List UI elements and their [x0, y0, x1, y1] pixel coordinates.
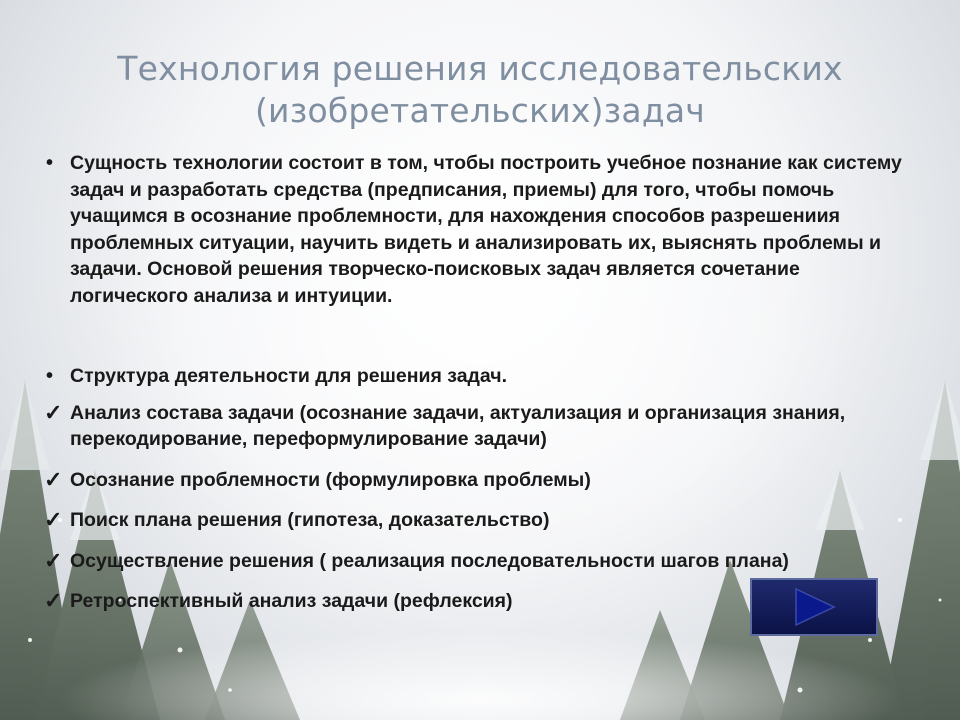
step-text: Ретроспективный анализ задачи (рефлексия) [70, 590, 513, 612]
step-text: Осуществление решения ( реализация последовательности шагов плана) [70, 549, 789, 572]
bullet-text: Структура деятельности для решения задач. [70, 365, 508, 387]
step-text: Анализ состава задачи (осознание задачи, актуализация и организация знания, перекодирование, переформулирование задачи) [70, 401, 846, 450]
bullet-item-essence [44, 150, 904, 309]
check-icon: ✓ [44, 466, 63, 492]
check-icon: ✓ [44, 507, 63, 532]
step-item-plan [44, 507, 904, 534]
step-text: Поиск плана решения (гипотеза, доказательство) [70, 509, 550, 531]
step-item-analysis [44, 400, 904, 453]
slide-title: Технология решения исследовательских (изобретательских)задач [117, 49, 843, 130]
check-icon: ✓ [44, 588, 63, 613]
bullet-text: Сущность технологии состоит в том, чтобы построить учебное познание как систему задач и разработать средства (предписания, приемы) для того, чтобы помочь учащимся в осознание проблемности, для нахождения способов разрешениия проблемных ситуации, научить видеть и анализировать их, выяснять проблемы и задачи. Основой решения творческо-поисковых задач является сочетание логического анализа и интуиции. [70, 152, 902, 307]
bullet-marker: • [46, 152, 54, 174]
step-text: Осознание проблемности (формулировка проблемы) [70, 468, 591, 491]
step-item-implementation [44, 548, 904, 575]
step-item-awareness [44, 467, 904, 494]
check-icon: ✓ [44, 399, 63, 425]
play-triangle-icon [786, 585, 842, 629]
bullet-marker: • [46, 365, 54, 387]
bullet-item-structure [44, 363, 904, 390]
slide-content [44, 150, 904, 615]
next-slide-button[interactable] [750, 578, 878, 636]
check-icon: ✓ [44, 547, 63, 573]
